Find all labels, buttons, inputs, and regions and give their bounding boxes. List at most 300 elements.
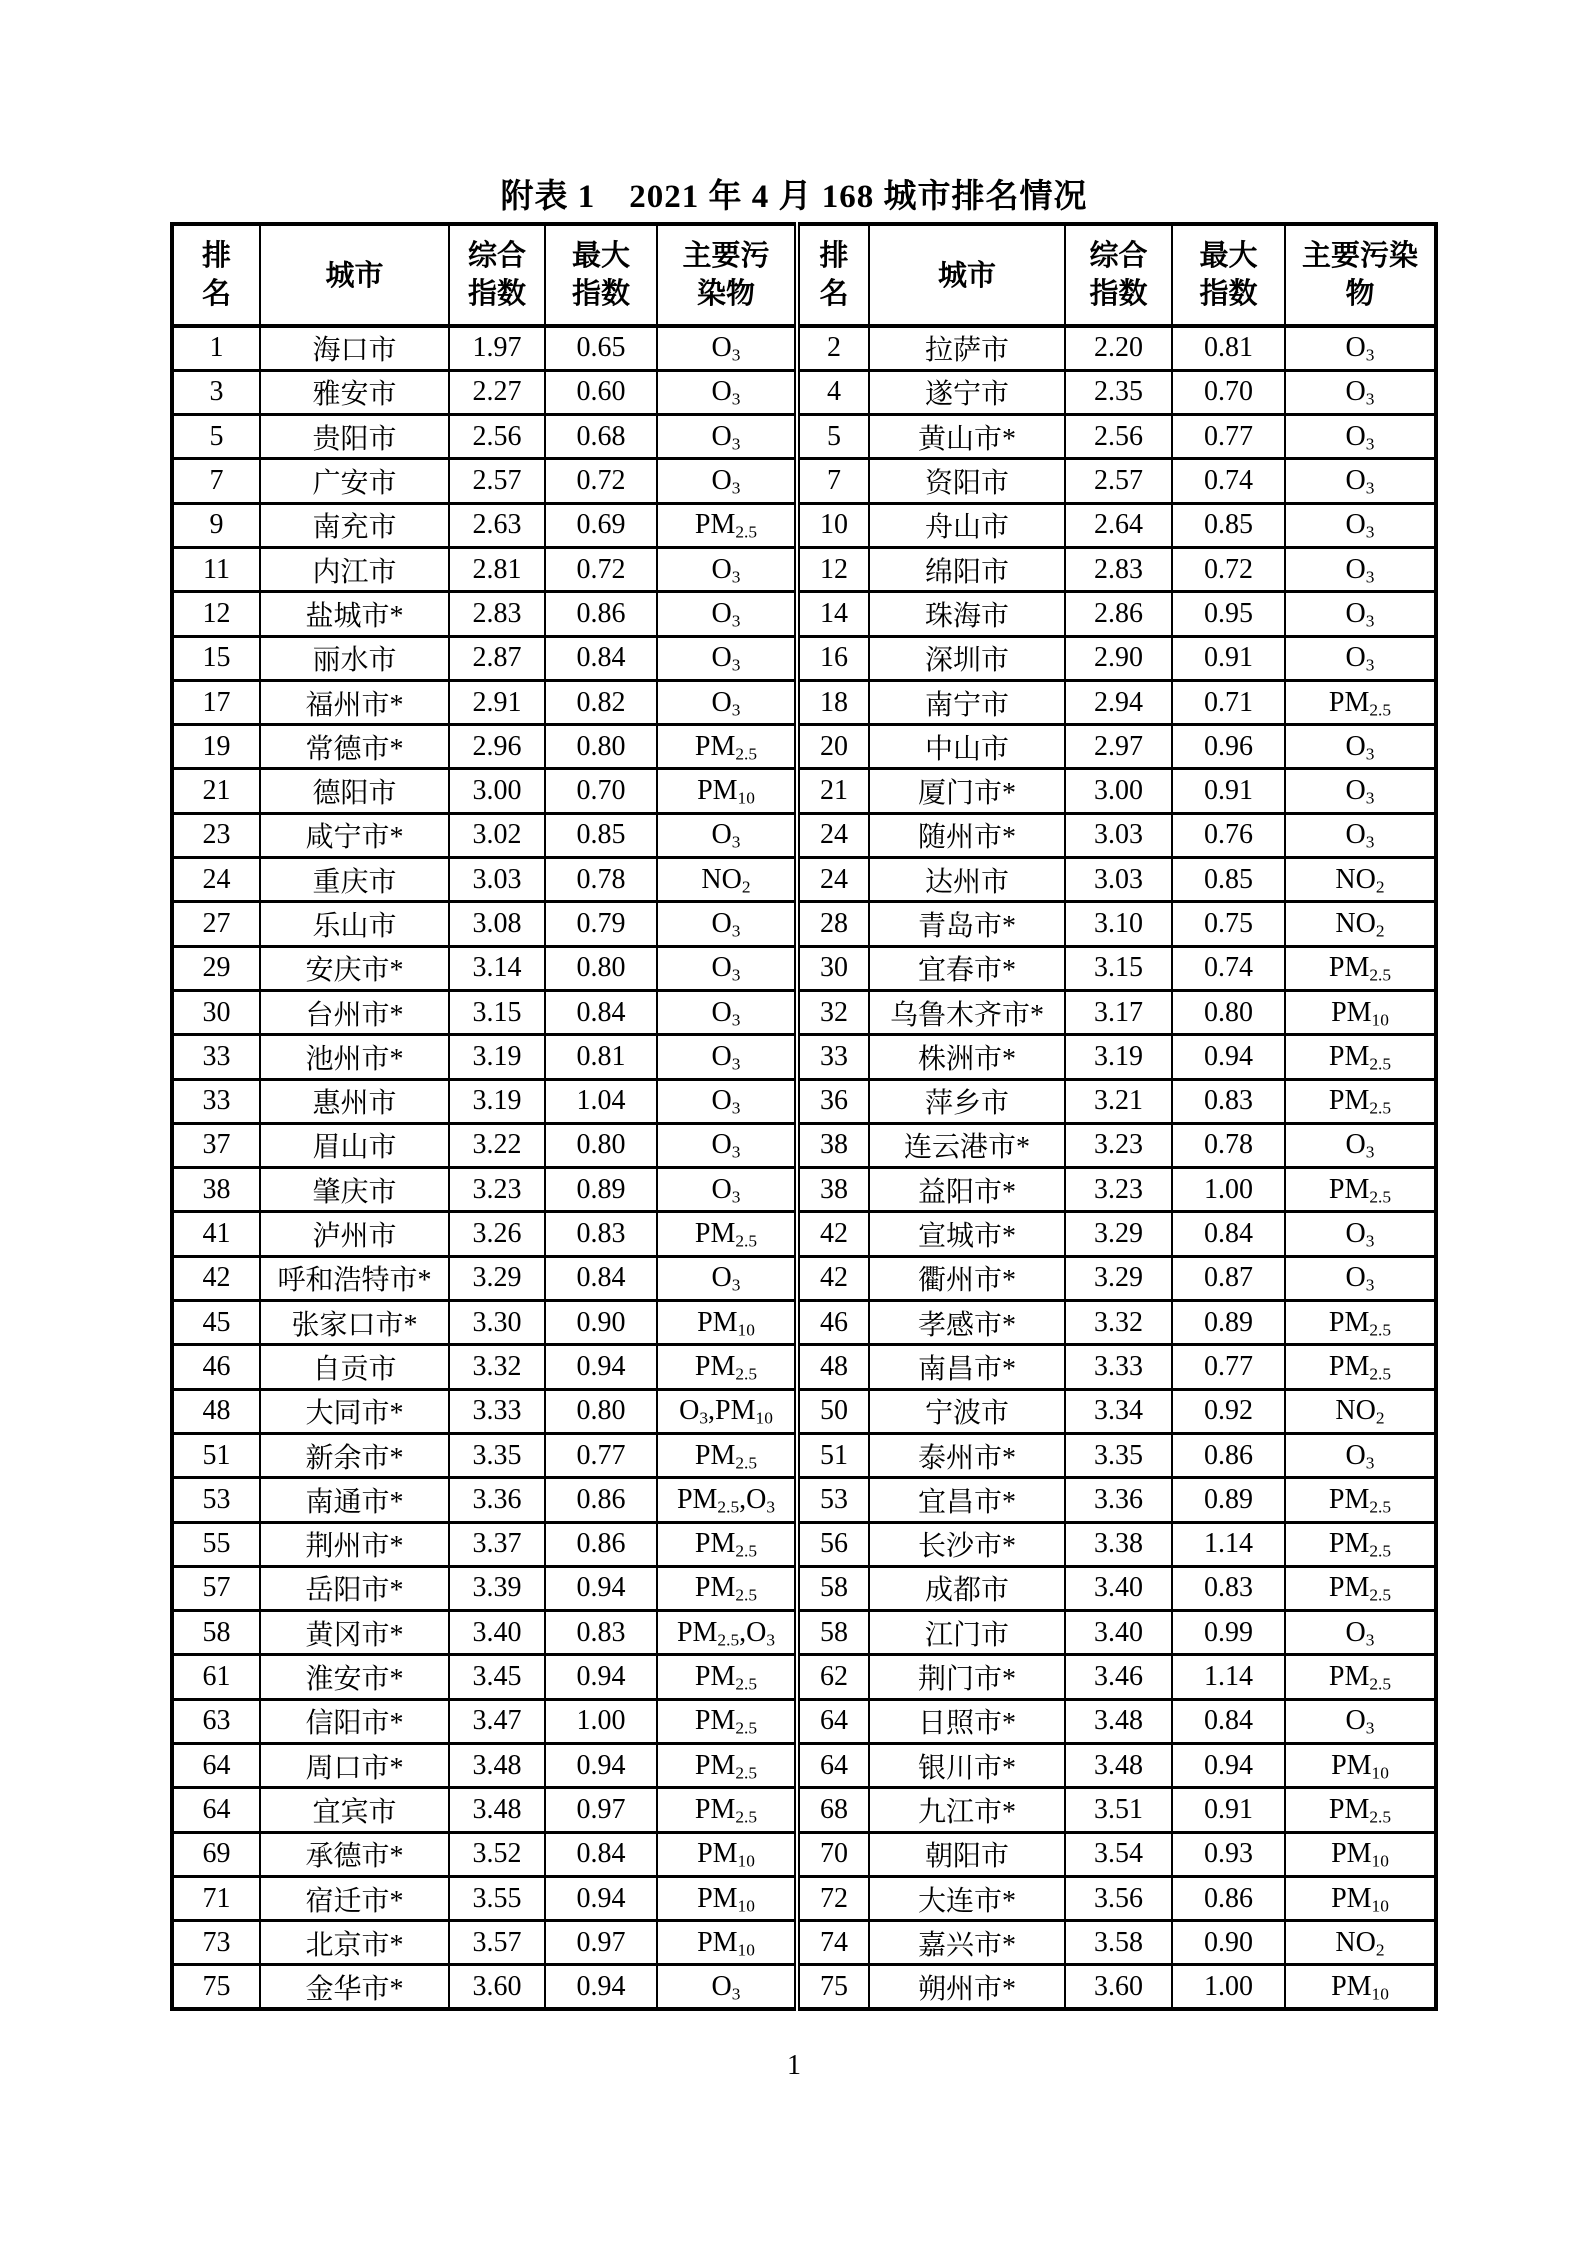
table-row <box>172 636 1436 680</box>
cell-max-index-left: 0.97 <box>545 1921 657 1965</box>
cell-max-index-right: 0.99 <box>1172 1611 1285 1655</box>
cell-composite-index-left: 3.57 <box>449 1921 545 1965</box>
cell-pollutant-right: $PM_{10}$ <box>1285 990 1436 1034</box>
cell-pollutant-left: $O_3$ <box>657 1256 797 1300</box>
cell-pollutant-right: $O_3$ <box>1285 1433 1436 1477</box>
cell-max-index-right: 0.75 <box>1172 902 1285 946</box>
col-header-rank-left: 排名 <box>172 224 260 326</box>
cell-rank-left: 48 <box>172 1389 260 1433</box>
cell-city-right: 深圳市 <box>869 636 1065 680</box>
cell-city-left: 咸宁市* <box>260 813 449 857</box>
cell-max-index-right: 0.81 <box>1172 326 1285 370</box>
table-body <box>172 326 1436 2009</box>
cell-max-index-right: 0.91 <box>1172 769 1285 813</box>
cell-city-left: 眉山市 <box>260 1123 449 1167</box>
cell-pollutant-right: $O_3$ <box>1285 1212 1436 1256</box>
cell-city-left: 丽水市 <box>260 636 449 680</box>
cell-pollutant-left: $PM_{2.5}$ <box>657 503 797 547</box>
cell-max-index-left: 0.90 <box>545 1301 657 1345</box>
cell-city-right: 资阳市 <box>869 459 1065 503</box>
cell-city-left: 北京市* <box>260 1921 449 1965</box>
cell-city-left: 新余市* <box>260 1433 449 1477</box>
cell-max-index-left: 0.84 <box>545 636 657 680</box>
cell-city-left: 张家口市* <box>260 1301 449 1345</box>
cell-pollutant-left: $PM_{10}$ <box>657 769 797 813</box>
table-row <box>172 1832 1436 1876</box>
cell-rank-left: 9 <box>172 503 260 547</box>
cell-pollutant-right: $PM_{10}$ <box>1285 1744 1436 1788</box>
cell-rank-left: 45 <box>172 1301 260 1345</box>
table-row <box>172 1522 1436 1566</box>
cell-pollutant-left: $PM_{2.5},O_3$ <box>657 1478 797 1522</box>
table-row <box>172 370 1436 414</box>
cell-composite-index-right: 3.03 <box>1065 813 1172 857</box>
cell-composite-index-left: 3.14 <box>449 946 545 990</box>
cell-rank-left: 69 <box>172 1832 260 1876</box>
cell-max-index-left: 0.86 <box>545 1478 657 1522</box>
cell-city-left: 常德市* <box>260 725 449 769</box>
cell-rank-left: 23 <box>172 813 260 857</box>
cell-city-right: 萍乡市 <box>869 1079 1065 1123</box>
cell-max-index-left: 0.89 <box>545 1168 657 1212</box>
table-row <box>172 1035 1436 1079</box>
cell-city-left: 宜宾市 <box>260 1788 449 1832</box>
cell-city-left: 黄冈市* <box>260 1611 449 1655</box>
cell-rank-right: 38 <box>797 1123 869 1167</box>
cell-max-index-right: 0.94 <box>1172 1744 1285 1788</box>
cell-pollutant-left: $O_3$ <box>657 592 797 636</box>
table-row <box>172 1345 1436 1389</box>
cell-composite-index-left: 3.36 <box>449 1478 545 1522</box>
cell-rank-left: 1 <box>172 326 260 370</box>
cell-rank-right: 20 <box>797 725 869 769</box>
cell-rank-right: 56 <box>797 1522 869 1566</box>
cell-city-right: 南昌市* <box>869 1345 1065 1389</box>
cell-max-index-left: 0.68 <box>545 415 657 459</box>
cell-rank-left: 46 <box>172 1345 260 1389</box>
cell-composite-index-left: 3.26 <box>449 1212 545 1256</box>
table-row <box>172 326 1436 370</box>
table-row <box>172 1301 1436 1345</box>
col-header-composite-index-right: 综合指数 <box>1065 224 1172 326</box>
cell-pollutant-right: $O_3$ <box>1285 725 1436 769</box>
cell-pollutant-left: $O_3$ <box>657 1123 797 1167</box>
cell-rank-left: 61 <box>172 1655 260 1699</box>
cell-composite-index-right: 3.29 <box>1065 1256 1172 1300</box>
cell-pollutant-left: $O_3$ <box>657 1035 797 1079</box>
cell-composite-index-right: 3.03 <box>1065 858 1172 902</box>
cell-city-left: 淮安市* <box>260 1655 449 1699</box>
cell-pollutant-right: $PM_{2.5}$ <box>1285 1788 1436 1832</box>
cell-max-index-right: 0.86 <box>1172 1433 1285 1477</box>
table-row <box>172 1433 1436 1477</box>
table-row <box>172 1876 1436 1920</box>
cell-rank-right: 4 <box>797 370 869 414</box>
col-header-pollutant-right: 主要污染物 <box>1285 224 1436 326</box>
cell-composite-index-right: 2.20 <box>1065 326 1172 370</box>
cell-city-left: 盐城市* <box>260 592 449 636</box>
cell-city-right: 成都市 <box>869 1566 1065 1610</box>
table-row <box>172 1699 1436 1743</box>
cell-composite-index-right: 3.32 <box>1065 1301 1172 1345</box>
cell-composite-index-left: 3.37 <box>449 1522 545 1566</box>
cell-rank-left: 33 <box>172 1079 260 1123</box>
cell-composite-index-left: 2.81 <box>449 547 545 591</box>
cell-max-index-right: 0.85 <box>1172 858 1285 902</box>
cell-city-right: 衢州市* <box>869 1256 1065 1300</box>
cell-city-left: 荆州市* <box>260 1522 449 1566</box>
cell-pollutant-right: $O_3$ <box>1285 326 1436 370</box>
cell-pollutant-right: $O_3$ <box>1285 415 1436 459</box>
cell-rank-left: 7 <box>172 459 260 503</box>
cell-rank-right: 21 <box>797 769 869 813</box>
cell-rank-right: 74 <box>797 1921 869 1965</box>
cell-max-index-right: 0.89 <box>1172 1478 1285 1522</box>
cell-composite-index-right: 3.10 <box>1065 902 1172 946</box>
cell-composite-index-left: 3.19 <box>449 1035 545 1079</box>
cell-rank-right: 32 <box>797 990 869 1034</box>
cell-pollutant-right: $NO_2$ <box>1285 858 1436 902</box>
cell-rank-left: 64 <box>172 1744 260 1788</box>
col-header-composite-index-left: 综合指数 <box>449 224 545 326</box>
cell-pollutant-right: $PM_{2.5}$ <box>1285 1168 1436 1212</box>
cell-rank-right: 72 <box>797 1876 869 1920</box>
cell-city-right: 遂宁市 <box>869 370 1065 414</box>
cell-composite-index-left: 3.15 <box>449 990 545 1034</box>
cell-rank-right: 7 <box>797 459 869 503</box>
cell-composite-index-left: 3.40 <box>449 1611 545 1655</box>
cell-max-index-right: 0.77 <box>1172 1345 1285 1389</box>
cell-rank-right: 36 <box>797 1079 869 1123</box>
cell-rank-left: 42 <box>172 1256 260 1300</box>
cell-max-index-left: 0.65 <box>545 326 657 370</box>
cell-composite-index-right: 3.40 <box>1065 1566 1172 1610</box>
cell-composite-index-left: 2.96 <box>449 725 545 769</box>
cell-composite-index-right: 2.97 <box>1065 725 1172 769</box>
cell-pollutant-right: $NO_2$ <box>1285 902 1436 946</box>
cell-pollutant-left: $O_3$ <box>657 946 797 990</box>
cell-rank-left: 30 <box>172 990 260 1034</box>
cell-pollutant-right: $O_3$ <box>1285 1256 1436 1300</box>
cell-composite-index-right: 2.94 <box>1065 680 1172 724</box>
cell-city-left: 呼和浩特市* <box>260 1256 449 1300</box>
cell-max-index-left: 0.97 <box>545 1788 657 1832</box>
cell-rank-right: 64 <box>797 1744 869 1788</box>
cell-max-index-right: 1.14 <box>1172 1655 1285 1699</box>
col-header-rank-right: 排名 <box>797 224 869 326</box>
table-row <box>172 1168 1436 1212</box>
cell-city-left: 大同市* <box>260 1389 449 1433</box>
cell-city-right: 泰州市* <box>869 1433 1065 1477</box>
cell-pollutant-left: $PM_{2.5}$ <box>657 1345 797 1389</box>
cell-composite-index-right: 3.48 <box>1065 1744 1172 1788</box>
cell-pollutant-left: $PM_{2.5}$ <box>657 725 797 769</box>
cell-max-index-right: 0.94 <box>1172 1035 1285 1079</box>
cell-max-index-right: 0.91 <box>1172 1788 1285 1832</box>
cell-max-index-left: 0.86 <box>545 592 657 636</box>
cell-pollutant-right: $NO_2$ <box>1285 1389 1436 1433</box>
cell-max-index-right: 0.93 <box>1172 1832 1285 1876</box>
cell-pollutant-left: $PM_{2.5},O_3$ <box>657 1611 797 1655</box>
cell-city-right: 宜昌市* <box>869 1478 1065 1522</box>
cell-max-index-left: 0.84 <box>545 1832 657 1876</box>
cell-pollutant-right: $PM_{2.5}$ <box>1285 1566 1436 1610</box>
cell-composite-index-right: 3.33 <box>1065 1345 1172 1389</box>
table-row <box>172 1611 1436 1655</box>
cell-pollutant-left: $PM_{10}$ <box>657 1301 797 1345</box>
cell-city-right: 大连市* <box>869 1876 1065 1920</box>
cell-city-right: 随州市* <box>869 813 1065 857</box>
cell-rank-left: 53 <box>172 1478 260 1522</box>
table-row <box>172 725 1436 769</box>
cell-pollutant-left: $PM_{2.5}$ <box>657 1744 797 1788</box>
cell-pollutant-right: $PM_{2.5}$ <box>1285 946 1436 990</box>
cell-rank-right: 24 <box>797 858 869 902</box>
cell-composite-index-left: 1.97 <box>449 326 545 370</box>
table-row <box>172 1655 1436 1699</box>
cell-rank-right: 50 <box>797 1389 869 1433</box>
cell-city-left: 雅安市 <box>260 370 449 414</box>
cell-max-index-left: 0.94 <box>545 1965 657 2009</box>
cell-city-left: 信阳市* <box>260 1699 449 1743</box>
cell-rank-left: 19 <box>172 725 260 769</box>
cell-composite-index-left: 3.52 <box>449 1832 545 1876</box>
cell-composite-index-left: 3.03 <box>449 858 545 902</box>
cell-city-left: 周口市* <box>260 1744 449 1788</box>
cell-composite-index-right: 3.56 <box>1065 1876 1172 1920</box>
cell-max-index-right: 0.87 <box>1172 1256 1285 1300</box>
table-row <box>172 1566 1436 1610</box>
cell-city-right: 厦门市* <box>869 769 1065 813</box>
cell-rank-right: 18 <box>797 680 869 724</box>
table-row <box>172 1123 1436 1167</box>
cell-rank-right: 46 <box>797 1301 869 1345</box>
cell-rank-right: 33 <box>797 1035 869 1079</box>
cell-pollutant-left: $PM_{2.5}$ <box>657 1699 797 1743</box>
cell-pollutant-right: $PM_{2.5}$ <box>1285 1301 1436 1345</box>
cell-max-index-left: 0.94 <box>545 1744 657 1788</box>
cell-composite-index-left: 2.27 <box>449 370 545 414</box>
cell-city-right: 拉萨市 <box>869 326 1065 370</box>
cell-composite-index-right: 3.38 <box>1065 1522 1172 1566</box>
cell-rank-right: 64 <box>797 1699 869 1743</box>
cell-max-index-right: 0.86 <box>1172 1876 1285 1920</box>
cell-max-index-left: 0.82 <box>545 680 657 724</box>
cell-rank-left: 27 <box>172 902 260 946</box>
cell-city-right: 南宁市 <box>869 680 1065 724</box>
cell-composite-index-left: 3.23 <box>449 1168 545 1212</box>
cell-composite-index-right: 2.56 <box>1065 415 1172 459</box>
cell-composite-index-left: 3.55 <box>449 1876 545 1920</box>
cell-composite-index-left: 3.00 <box>449 769 545 813</box>
cell-rank-right: 10 <box>797 503 869 547</box>
cell-max-index-left: 0.70 <box>545 769 657 813</box>
cell-max-index-right: 0.91 <box>1172 636 1285 680</box>
cell-rank-left: 11 <box>172 547 260 591</box>
cell-city-left: 金华市* <box>260 1965 449 2009</box>
cell-composite-index-left: 3.47 <box>449 1699 545 1743</box>
cell-rank-left: 64 <box>172 1788 260 1832</box>
cell-city-right: 荆门市* <box>869 1655 1065 1699</box>
cell-composite-index-left: 2.56 <box>449 415 545 459</box>
cell-pollutant-left: $O_3$ <box>657 1168 797 1212</box>
cell-max-index-left: 0.85 <box>545 813 657 857</box>
cell-max-index-left: 0.83 <box>545 1212 657 1256</box>
cell-city-right: 孝感市* <box>869 1301 1065 1345</box>
cell-rank-left: 55 <box>172 1522 260 1566</box>
table-row <box>172 1744 1436 1788</box>
table-row <box>172 1788 1436 1832</box>
cell-city-left: 南通市* <box>260 1478 449 1522</box>
table-row <box>172 680 1436 724</box>
cell-max-index-right: 0.92 <box>1172 1389 1285 1433</box>
cell-city-right: 黄山市* <box>869 415 1065 459</box>
cell-rank-left: 71 <box>172 1876 260 1920</box>
cell-pollutant-left: $O_3,PM_{10}$ <box>657 1389 797 1433</box>
cell-city-left: 池州市* <box>260 1035 449 1079</box>
table-row <box>172 902 1436 946</box>
cell-rank-right: 51 <box>797 1433 869 1477</box>
table-row <box>172 1212 1436 1256</box>
col-header-max-index-left: 最大指数 <box>545 224 657 326</box>
cell-pollutant-left: $O_3$ <box>657 1079 797 1123</box>
cell-city-left: 岳阳市* <box>260 1566 449 1610</box>
cell-rank-left: 63 <box>172 1699 260 1743</box>
cell-pollutant-left: $PM_{10}$ <box>657 1832 797 1876</box>
cell-city-right: 青岛市* <box>869 902 1065 946</box>
cell-max-index-left: 0.80 <box>545 946 657 990</box>
cell-max-index-left: 1.04 <box>545 1079 657 1123</box>
cell-composite-index-right: 2.57 <box>1065 459 1172 503</box>
cell-city-right: 朔州市* <box>869 1965 1065 2009</box>
cell-pollutant-right: $PM_{2.5}$ <box>1285 1478 1436 1522</box>
cell-pollutant-right: $O_3$ <box>1285 592 1436 636</box>
cell-rank-right: 70 <box>797 1832 869 1876</box>
cell-city-right: 长沙市* <box>869 1522 1065 1566</box>
cell-pollutant-right: $NO_2$ <box>1285 1921 1436 1965</box>
cell-max-index-left: 0.69 <box>545 503 657 547</box>
cell-max-index-left: 0.94 <box>545 1345 657 1389</box>
cell-max-index-right: 0.74 <box>1172 946 1285 990</box>
cell-composite-index-left: 3.35 <box>449 1433 545 1477</box>
cell-rank-right: 53 <box>797 1478 869 1522</box>
cell-max-index-left: 0.77 <box>545 1433 657 1477</box>
cell-pollutant-right: $O_3$ <box>1285 1123 1436 1167</box>
table-row <box>172 1965 1436 2009</box>
cell-composite-index-right: 3.29 <box>1065 1212 1172 1256</box>
cell-max-index-right: 0.70 <box>1172 370 1285 414</box>
table-row <box>172 459 1436 503</box>
cell-rank-left: 58 <box>172 1611 260 1655</box>
cell-rank-right: 12 <box>797 547 869 591</box>
cell-max-index-left: 0.80 <box>545 725 657 769</box>
cell-city-right: 嘉兴市* <box>869 1921 1065 1965</box>
cell-composite-index-right: 2.35 <box>1065 370 1172 414</box>
cell-rank-left: 51 <box>172 1433 260 1477</box>
table-row <box>172 503 1436 547</box>
cell-rank-right: 68 <box>797 1788 869 1832</box>
cell-max-index-left: 0.94 <box>545 1566 657 1610</box>
cell-city-left: 南充市 <box>260 503 449 547</box>
cell-rank-right: 24 <box>797 813 869 857</box>
cell-max-index-right: 1.00 <box>1172 1965 1285 2009</box>
cell-max-index-left: 0.81 <box>545 1035 657 1079</box>
cell-max-index-right: 0.78 <box>1172 1123 1285 1167</box>
cell-max-index-left: 0.94 <box>545 1876 657 1920</box>
cell-max-index-right: 0.76 <box>1172 813 1285 857</box>
cell-pollutant-left: $PM_{10}$ <box>657 1921 797 1965</box>
table-row <box>172 946 1436 990</box>
cell-composite-index-right: 2.86 <box>1065 592 1172 636</box>
cell-composite-index-left: 3.29 <box>449 1256 545 1300</box>
cell-pollutant-right: $PM_{10}$ <box>1285 1876 1436 1920</box>
cell-city-left: 海口市 <box>260 326 449 370</box>
cell-rank-right: 62 <box>797 1655 869 1699</box>
cell-max-index-right: 0.74 <box>1172 459 1285 503</box>
table-row <box>172 1389 1436 1433</box>
cell-rank-right: 16 <box>797 636 869 680</box>
cell-city-left: 台州市* <box>260 990 449 1034</box>
cell-city-right: 银川市* <box>869 1744 1065 1788</box>
cell-city-right: 江门市 <box>869 1611 1065 1655</box>
col-header-pollutant-left: 主要污染物 <box>657 224 797 326</box>
cell-max-index-left: 0.86 <box>545 1522 657 1566</box>
cell-pollutant-left: $O_3$ <box>657 813 797 857</box>
cell-max-index-left: 0.72 <box>545 547 657 591</box>
cell-composite-index-right: 3.15 <box>1065 946 1172 990</box>
cell-composite-index-right: 3.21 <box>1065 1079 1172 1123</box>
cell-max-index-left: 0.80 <box>545 1123 657 1167</box>
cell-city-left: 泸州市 <box>260 1212 449 1256</box>
cell-city-right: 益阳市* <box>869 1168 1065 1212</box>
cell-city-left: 福州市* <box>260 680 449 724</box>
cell-city-right: 绵阳市 <box>869 547 1065 591</box>
cell-rank-left: 73 <box>172 1921 260 1965</box>
cell-city-right: 舟山市 <box>869 503 1065 547</box>
cell-composite-index-left: 3.60 <box>449 1965 545 2009</box>
cell-composite-index-left: 2.91 <box>449 680 545 724</box>
cell-city-left: 自贡市 <box>260 1345 449 1389</box>
table-row <box>172 813 1436 857</box>
page-title: 附表 1 2021 年 4 月 168 城市排名情况 <box>500 179 1088 215</box>
cell-max-index-left: 0.84 <box>545 1256 657 1300</box>
cell-max-index-left: 0.84 <box>545 990 657 1034</box>
cell-composite-index-right: 3.60 <box>1065 1965 1172 2009</box>
table-row <box>172 1478 1436 1522</box>
cell-composite-index-left: 3.33 <box>449 1389 545 1433</box>
cell-city-right: 日照市* <box>869 1699 1065 1743</box>
cell-composite-index-right: 2.64 <box>1065 503 1172 547</box>
cell-composite-index-left: 3.22 <box>449 1123 545 1167</box>
cell-max-index-left: 0.80 <box>545 1389 657 1433</box>
cell-pollutant-left: $O_3$ <box>657 415 797 459</box>
cell-pollutant-left: $NO_2$ <box>657 858 797 902</box>
page-number: 1 <box>787 2050 801 2081</box>
cell-rank-left: 33 <box>172 1035 260 1079</box>
cell-city-right: 宣城市* <box>869 1212 1065 1256</box>
cell-composite-index-left: 3.08 <box>449 902 545 946</box>
cell-rank-right: 58 <box>797 1566 869 1610</box>
cell-composite-index-right: 3.17 <box>1065 990 1172 1034</box>
table-row <box>172 1256 1436 1300</box>
cell-city-right: 中山市 <box>869 725 1065 769</box>
cell-pollutant-right: $O_3$ <box>1285 370 1436 414</box>
cell-rank-left: 12 <box>172 592 260 636</box>
cell-rank-left: 75 <box>172 1965 260 2009</box>
cell-max-index-right: 0.83 <box>1172 1566 1285 1610</box>
cell-pollutant-left: $PM_{2.5}$ <box>657 1212 797 1256</box>
cell-composite-index-left: 3.39 <box>449 1566 545 1610</box>
